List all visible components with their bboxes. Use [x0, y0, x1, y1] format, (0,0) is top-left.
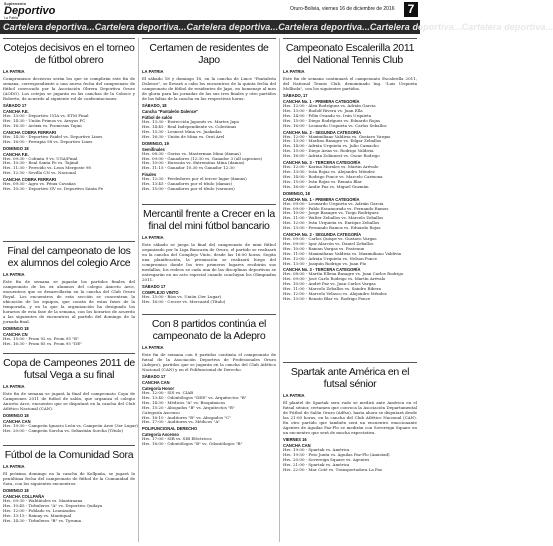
- schedule-line: Hrs. 09:30 - Wahtiñoles vs. Mantiraana: [3, 498, 83, 503]
- schedule-heading: CANCHA No. 3 - TERCERA CATEGORÍA: [283, 267, 361, 273]
- schedule-line: Hrs. 09:30 - Agro vs. Fénix Cavañas: [3, 181, 76, 187]
- schedule-line: Hrs. 17:00 - Auditores vs. Médicos "A": [142, 419, 221, 425]
- schedule-heading: CANCHA No. 1 - PRIMERA CATEGORÍA: [283, 99, 360, 104]
- byline: LA PATRIA: [142, 69, 164, 74]
- column-left: [3, 38, 138, 544]
- schedule-heading: SÁBADO, 17: [283, 93, 308, 98]
- headline-rule: [283, 38, 417, 39]
- schedule-line: Hrs. 11:15 - Ganador 10.30 vs Ganador 12:30: [142, 165, 235, 171]
- headline-rule: [142, 314, 276, 315]
- schedule-heading: DOMINGO, 19: [142, 140, 169, 146]
- schedule-line: Hrs. 19:30 - Campeón Ignacio León vs. Campeón Aroe (3er Lugar): [3, 423, 138, 428]
- schedule-line: Hrs. 16:00 - Andie Paz vs. Miguel Guzmán: [283, 183, 369, 189]
- schedule-line: Hrs. 09:00 - Carlos Quispe vs. Gustavo Vargas: [283, 236, 377, 242]
- schedule-line: Hrs. 13:45 - Ganadores por el título (damas): [142, 181, 232, 187]
- headline-rule: [283, 362, 417, 363]
- article-headline: Campeonato Escalerilla 2011 del National Tennis Club: [285, 42, 415, 66]
- schedule-line: Hrs. 19:00 - Spartak vs. América: [283, 447, 350, 452]
- schedule-heading: SÁBADO 17: [142, 374, 166, 379]
- schedule-line: Hrs. 19:50 - Foto Junta vs. Águilas Paz-Flo (Amistad): [283, 451, 390, 457]
- schedule-line: Hrs. 20:00 - Sovereign Square vs. Agentes: [283, 456, 370, 462]
- schedule-line: Hrs. 13:00 - Iván Rojas vs. Alejandro Méndez: [283, 168, 375, 174]
- schedule-line: Hrs. 15:30 - Leonest Mina vs. Juakadas: [142, 128, 222, 134]
- article-body: Compromisos decisivos serán los que se cumplirán este fin de semana, correspondiente a una nueva fecha del campeonato de fútbol convocado por la Asociación Obrera Deportiva Oruro (AODO). Los cotejos se jugarán en las canchas de la Coboce y Roberto, de acuerdo al siguiente rol de confrontaciones:: [3, 76, 135, 101]
- schedule-line: Hrs. 08:30 - Goriss vs. Masterman Mina (damas): [142, 150, 241, 156]
- schedule-line: Hrs. 12:30 - Perdedores por el tercer lugar (damas): [142, 176, 247, 182]
- schedule-line: Hrs. 10:45 - Tirbuleros "A" vs. Deportivo Quilaya: [3, 502, 103, 508]
- schedule-line: Hrs. 14:30 - Deportivo Faidel vs. Deportivo Lines: [3, 133, 103, 139]
- schedule-heading: CANCHA No. 1 - PRIMERA CATEGORÍA: [283, 196, 360, 202]
- schedule-heading: CANCHA No. 3 - TERCERA CATEGORÍA: [283, 160, 361, 166]
- schedule-heading: CANCHA COBRA FERRARI: [3, 177, 56, 183]
- article-headline: Certamen de residentes de Japo: [149, 42, 269, 66]
- schedule-heading: COMPLEJO VINTO: [142, 290, 179, 295]
- headline-rule: [142, 204, 276, 205]
- schedule-line: Hrs. 12:00 - SIS vs. CIAB: [142, 390, 194, 395]
- schedule-line: Hrs. 16:30 - Prom 85 vs. Prom 95 "DE": [3, 340, 82, 346]
- schedule-line: Hrs. 18:00 - Odontólogos "B" vs. Odontólogos "B": [142, 441, 243, 447]
- schedule-heading: Cancha "Pantaleón Dalence": [142, 109, 199, 114]
- schedule-line: Hrs. 13:00 - Deportivo UGA vs. ETM Final: [3, 113, 89, 118]
- article: [283, 38, 417, 356]
- schedule-line: Hrs. 12:00 - Alex Rodríguez vs. Adrián Garcia: [283, 103, 376, 108]
- article-body: Este fin de semana se jugarán los partidos finales del campeonato de los ex alumnos del colegio Aniceto Arce, encuentros que se desarrollarán en la cancha del Club Oruro Royal. Los encuentros de esta sección se concentran la ubicación de los equipos, que consta de estas fases de la temporada, y en la que la organización ha designado los horarios de esta fase de la semana, con los horarios de acuerdo a las siguientes de encuentros al partido del domingo de la jornada final.: [3, 279, 135, 324]
- schedule-line: Hrs. 14:30 - Unión Primos vs. Aruyos FC: [3, 117, 86, 123]
- masthead: [0, 0, 420, 20]
- schedule-line: Hrs. 13:00 - Marlino Basagre vs. Edgar Zeballos: [283, 138, 382, 144]
- byline: LA PATRIA: [283, 393, 305, 398]
- schedule-line: Hrs. 14:00 - Adrián Urquieta vs. Julio Camacho: [283, 143, 379, 149]
- schedule-line: Hrs. 11:00 - Walter Zeballos vs. Marcelo Zeballos: [283, 215, 384, 221]
- schedule-line: Hrs. 14:00 - Félix Ovando vs. Iván Urquieta: [283, 112, 372, 118]
- schedule-line: Hrs. 13:00 - Joaquín Rodrigo vs. Juan Pío: [283, 260, 367, 266]
- headline-rule: [3, 241, 135, 242]
- schedule-line: Hrs. 11:00 - Maximiliano Valdivia vs. Maximiliano Valdivia: [283, 250, 402, 256]
- schedule-heading: CANCHA CN: [3, 332, 28, 337]
- logo-subtitle: La Patria: [4, 16, 19, 20]
- article-headline: Fútbol de la Comunidad Sora: [4, 449, 134, 461]
- article-body: Este fin de semana continuará el campeonato Escalerilla 2011, del National Tennis Club, denominado Ing. "Luis Urquieta Mollisda", con los siguientes partidos.: [283, 76, 417, 91]
- logo-title: Deportivo: [4, 5, 56, 17]
- schedule-line: Hrs. 12:00 - Maximiliano Valdivia vs. Gustavo Vargas: [283, 133, 391, 139]
- byline: LA PATRIA: [3, 464, 25, 469]
- schedule-line: Hrs. 21:00 - Spartak vs. América: [283, 461, 350, 467]
- dateline: Oruro-Bolivia, viernes 16 de diciembre de 2016: [290, 6, 395, 12]
- article-body: Este sábado se juega la final del campeonato de mini fútbol organizado por la Liga Bancaria de Oruro, el partido se realizará en la cancha del Complejo Vinto, desde las 16:00 horas. Según una planificación, la premiación se realizará luego del compromiso donde los tres primeros lugares recibirán sus medallas, los rodeos se cada una de las disciplinas deportivas se entregarán en un acto especial cuando concluyan los Olimpiadas 2011.: [142, 242, 276, 282]
- column-divider: [279, 38, 280, 542]
- headline-rule: [3, 38, 135, 39]
- article: [3, 38, 135, 234]
- schedule-line: Hrs. 15:00 - Bíos vs. Unión (3er Lugar): [142, 294, 222, 299]
- schedule-heading: Semifinales: [142, 146, 165, 152]
- article-body: El próximo domingo en la cancha de Kollpaña, se jugará la penúltima fecha del campeonato de fútbol de la Comunidad de Sora, con los siguientes encuentros:: [3, 471, 135, 486]
- schedule-line: Hrs. 12:00 - Marcelo Velasco vs. Alejandro Méndez: [283, 291, 387, 297]
- schedule-line: Hrs. 13:00 - Rudolf Rivera vs. Juan Ella: [283, 107, 363, 113]
- column-middle: [142, 38, 276, 544]
- schedule-line: Hrs. 13:30 - Estrección Japonés vs. Martes Japo: [142, 119, 240, 124]
- article-headline: Copa de Campeones 2011 de futsal Vega a su final: [3, 357, 135, 381]
- article-body: Este fin de semana con 8 partidos continúa el campeonato de futsal de la Asociación Deportiva de Profesionales Oruro (Adepro), partidos que se jugarán en la cancha del Club Atlético Nacional (CAN) y en el Polifuncional de Derecho.: [142, 352, 276, 372]
- article-headline: Mercantil frente a Crecer en la final del mini fútbol bancario: [143, 208, 275, 232]
- article: [3, 445, 135, 544]
- headline-rule: [3, 353, 135, 354]
- schedule-line: Hrs. 16:00 - Crecer vs. Mercantil (Título): [142, 298, 226, 304]
- schedule-line: Hrs. 14:30 - Médicos "A" vs. Bioquímicos: [142, 399, 226, 405]
- schedule-line: Hrs. 10:00 - Ramon Vargas vs. Pasteaux: [283, 245, 365, 251]
- section-banner-text: Cartelera deportiva...Cartelera deportiva...Cartelera deportiva...Cartelera deportiva...Cartelera deportiva...Cartelera deportiva...: [3, 22, 553, 32]
- article: [142, 314, 276, 544]
- schedule-heading: CANCHA CAN: [3, 419, 31, 424]
- schedule-heading: SÁBADO 17: [3, 103, 27, 108]
- schedule-line: Hrs. 12:30 - Sevilla CN vs. Nacional: [3, 170, 77, 176]
- schedule-heading: CANCHA CAN: [283, 443, 311, 448]
- schedule-line: Hrs. 10:30 - Real Santa Fe vs. Tajimil: [3, 160, 79, 166]
- schedule-heading: CANCHA No. 2 - SEGUNDA CATEGORÍA: [283, 129, 362, 135]
- schedule-line: Hrs. 10:30 - Deportivo GV vs. Deportivo Santa Fe: [3, 186, 104, 192]
- schedule-line: Categoría Ascenso: [142, 409, 180, 415]
- schedule-heading: DOMINGO 18: [3, 488, 29, 493]
- schedule-line: Hrs. 13:00 - Fernando Ramos vs. Eduardo Rojas: [283, 225, 381, 231]
- publication-logo: [4, 2, 55, 18]
- schedule-line: Hrs. 22:00 - Mar Coté vs. Transportadora La Paz: [283, 466, 382, 472]
- schedule-heading: POLIFUNCIONAL DERECHO: [142, 426, 198, 432]
- article: [142, 204, 276, 309]
- byline: LA PATRIA: [283, 69, 305, 74]
- article-body: El sábado 18 y domingo 18, en la cancha de Lince "Pantaleón Dalence", se llevará a cabo los encuentros de la quinta fecha del campeonato de fútbol de residentes de Japo, en homenaje al mes de gloria para las jornadas de las sus tres finales y otro partidos de las faltas de la cancha en las respectivas horas:: [142, 76, 276, 101]
- section-banner: [0, 20, 553, 34]
- schedule-line: Hrs. 11:30 - Ferroido vs. Leon Mergoste 98: [3, 165, 91, 171]
- byline: LA PATRIA: [3, 272, 25, 277]
- schedule-heading: DOMINGO 18: [3, 145, 29, 151]
- schedule-heading: CANCHA COLLPAÑA: [3, 494, 45, 499]
- schedule-line: Hrs. 15:20 - Abogados "B" vs. Arquitectos "B": [142, 404, 235, 410]
- article-headline: Cotejos decisivos en el torneo de fútbol obrero: [3, 42, 135, 66]
- schedule-line: Hrs. 16:30 - Aróxix vs. Promesas Tajini: [3, 122, 82, 128]
- schedule-line: Hrs. 16:30 - Unión de Mina vs. Oruí Arel: [142, 133, 225, 139]
- column-divider: [138, 38, 139, 542]
- schedule-line: Hrs. 09:00 - Igor Alarcón vs. Daniel Zeballos: [283, 240, 374, 246]
- schedule-line: Hrs. 09:30 - Cobinta 9 vs. UGA/Final: [3, 155, 78, 161]
- logo-supplement-label: Suplemento: [4, 2, 27, 6]
- page-number: 7: [404, 2, 418, 17]
- article: [142, 38, 276, 198]
- schedule-line: Hrs. 15:00 - Diego Arias vs. Rodrigo Valdivia: [283, 148, 374, 154]
- schedule-heading: VIERNES 16: [283, 437, 307, 442]
- schedule-line: Hrs. 14:45 - Real Independiente vs. Colestinas: [142, 123, 237, 129]
- schedule-line: Hrs. 09:00 - Leonardo Urquieta vs. Adrián Garcia: [283, 200, 384, 206]
- article-body: Este fin de semana se jugará la final del campeonato Copa de Campeones 2011 de futbol de salón, que organiza el colegio Aniceto Arce, encuentro que se disputará en la cancha del Club Atlético Nacional (CAN).: [3, 391, 135, 411]
- schedule-line: Hrs. 16:00 - Leonardo Urquieta vs. Carlos Seballos: [283, 122, 387, 128]
- byline: LA PATRIA: [142, 345, 164, 350]
- schedule-line: Hrs. 13:00 - Renato Blar vs. Rodrigo Ponce: [283, 296, 371, 301]
- schedule-line: Hrs. 16:10 - Auditores "B" vs. Abogados "C": [142, 414, 231, 420]
- schedule-line: Hrs. 10:00 - Huracán vs. Extremitas Mina (damas): [142, 160, 245, 166]
- schedule-line: Hrs. 15:00 - Diego Rodríguez vs. Eduardo Rojas: [283, 117, 381, 123]
- schedule-line: Hrs. 10:00 - Jorge Basagre vs. Tiego Rodríguez: [283, 210, 379, 216]
- article-headline: Con 8 partidos continúa el campeonato de la Adepro: [151, 318, 267, 342]
- schedule-line: Hrs. 09:00 - José Carlo Rodrigo vs. Martín Arévalo: [283, 276, 386, 282]
- schedule-line: Hrs. 12:00 - Iván Urquieta vs. Enrique Zeballos: [283, 220, 380, 226]
- schedule-heading: Finales: [142, 172, 157, 178]
- schedule-heading: CANCHA F.E.: [3, 151, 29, 157]
- schedule-line: Hrs. 13:40 - Odontólogos "DEE" vs. Arquitectos "B": [142, 394, 247, 400]
- byline: LA PATRIA: [142, 235, 164, 240]
- schedule-heading: CANCHA COBRA FERRARI: [3, 129, 56, 135]
- column-right: [283, 38, 417, 544]
- schedule-line: Hrs. 11:00 - Marcelo Zeballos vs. Sandro Ribera: [283, 286, 381, 292]
- schedule-heading: CANCHA No. 2 - SEGUNDA CATEGORÍA: [283, 232, 362, 238]
- schedule-line: Hrs. 15:00 - Iván Rojas vs. Renato Blar: [283, 178, 362, 184]
- schedule-heading: DOMINGO, 18: [283, 190, 310, 196]
- schedule-line: Hrs. 12:00 - Poblado vs. Leonizados: [3, 507, 76, 513]
- article: [3, 353, 138, 438]
- schedule-heading: Fútbol de salón: [142, 115, 173, 120]
- article-headline: Final del campeonato de los ex alumnos del colegio Arce: [7, 245, 131, 269]
- schedule-heading: Categoría Ascenso: [142, 432, 179, 438]
- byline: LA PATRIA: [3, 384, 25, 389]
- schedule-heading: DOMINGO 18: [3, 413, 29, 418]
- byline: LA PATRIA: [3, 69, 25, 74]
- schedule-line: Hrs. 12:00 - Adrián Urquieta vs. Nelson Ponce: [283, 255, 378, 261]
- schedule-heading: DOMINGO 18: [3, 326, 29, 331]
- headline-rule: [3, 445, 135, 446]
- headline-rule: [142, 38, 276, 39]
- schedule-line: Hrs. 13:15 - Ramay vs. Mantiqual: [3, 512, 72, 518]
- schedule-line: Hrs. 16:00 - Adrián Zolinnest vs. Oscar Rodrigo: [283, 153, 380, 159]
- schedule-line: Hrs. 14:00 - Rodrigo Ponce vs. Marcelo Carmona: [283, 173, 383, 179]
- schedule-line: Hrs. 10:00 - André Paz vs. Juan Carlos Vargas: [283, 281, 376, 287]
- article: [3, 241, 135, 348]
- schedule-heading: SÁBADO, 18: [142, 103, 167, 108]
- schedule-heading: CANCHA F.E.: [3, 109, 29, 114]
- article: [283, 362, 417, 544]
- schedule-line: Hrs. 17:00 - SIB vs. SIB Eléctricos: [142, 436, 212, 442]
- schedule-line: Hrs. 08:00 - Martín Ellena Basagre vs. Juan Carlos Rodrigo: [283, 271, 404, 277]
- schedule-line: Hrs. 14:30 - Tirbuleros "B" vs. Tyruma: [3, 517, 82, 523]
- schedule-heading: SÁBADO 17: [142, 284, 166, 289]
- schedule-line: Hrs. 12:00 - Karina Morales vs. Martin Arévalo: [283, 164, 379, 170]
- schedule-line: Hrs. 20:00 - Campeón Sorcha vs. Sebastián Sorcha (Título): [3, 427, 123, 433]
- schedule-line: Hrs. 09:00 - Ganadores (12:30 vs. Ganador 3 (all caprones): [142, 155, 263, 161]
- schedule-line: Hrs. 16:00 - Ferrapia 98 vs. Deportivo Lines: [3, 138, 93, 144]
- schedule-heading: CANCHA CAN: [142, 380, 170, 385]
- article-body: El plantel de Spartak sera rudo se medirá ante América en el futsal sénior, certamen que convoca la Asociación Departamental de Fútbol de Salón Oruro (Adfso), hasta ahora se disputará desde las 21:00 horas, en la cancha del Club Atlético Nacional (CAN). En otro partido que también será un encuentro emocionante Agentes de Aguilas Paz-Flo se medirán con Sovereign Square en un encuentro que será de mucha expectativa.: [283, 400, 417, 435]
- schedule-heading: Categoría Honor: [142, 386, 175, 391]
- article-headline: Spartak ante América en el futsal sénior: [290, 366, 410, 390]
- schedule-line: Hrs. 15:00 - Ganadores por el título (varones): [142, 186, 235, 192]
- schedule-line: Hrs. 15:00 - Prom 92 vs. Prom 95 "B": [3, 336, 79, 341]
- schedule-line: Hrs. 09:00 - Pablo Escamorado vs. Fernando Ramos: [283, 205, 389, 211]
